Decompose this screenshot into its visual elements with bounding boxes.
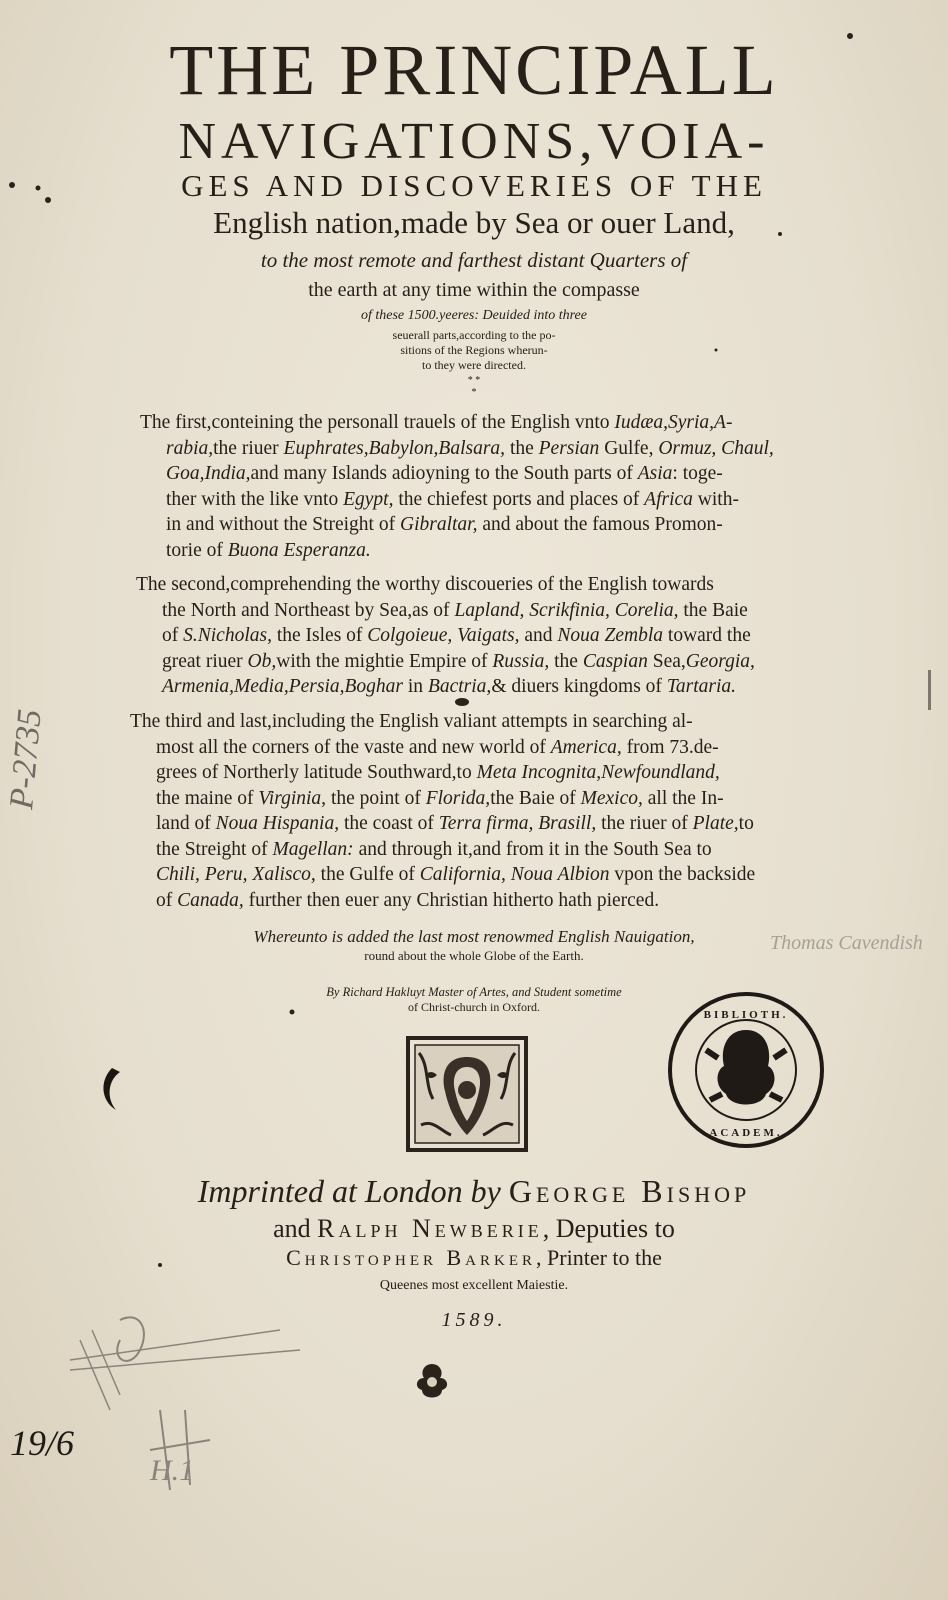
title-line-10: to they were directed. [422, 358, 526, 372]
addendum-line-2: round about the whole Globe of the Earth. [364, 948, 584, 963]
title-line-2: NAVIGATIONS,VOIA- [178, 113, 770, 170]
bottom-handwriting [0, 1300, 320, 1500]
svg-text:BIBLIOTH.: BIBLIOTH. [703, 1009, 789, 1021]
part-one-line: Goa,India,and many Islands adioyning to the South parts of Asia: toge- [166, 463, 723, 484]
title-line-5: to the most remote and farthest distant Quarters of [260, 248, 688, 272]
part-three-line: The third and last,including the English valiant attempts in searching al- [130, 711, 693, 732]
part-three-line: land of Noua Hispania, the coast of Terra firma, Brasill, the riuer of Plate,to [156, 813, 754, 834]
svg-text:ACADEM.: ACADEM. [709, 1127, 783, 1139]
addendum-line-1: Whereunto is added the last most renowmed English Nauigation, [253, 927, 695, 946]
bottom-left-number: 19/6 [10, 1423, 75, 1463]
asterism: * * * [467, 375, 481, 398]
library-stamp [666, 990, 826, 1150]
part-two-paragraph [136, 572, 842, 700]
imprint-line-1: Imprinted at London by George Bishop [197, 1173, 751, 1209]
imprint-line-3: Christopher Barker, Printer to the [286, 1245, 662, 1270]
part-one-line: ther with the like vnto Egypt, the chiefest ports and places of Africa with- [166, 488, 739, 510]
part-one-line: rabia,the riuer Euphrates,Babylon,Balsara, the Persian Gulfe, Ormuz, Chaul, [166, 437, 774, 459]
title-line-3: GES AND DISCOVERIES OF THE [181, 168, 767, 203]
part-one-line: in and without the Streight of Gibraltar, and about the famous Promon- [166, 514, 723, 535]
part-three-paragraph [130, 709, 842, 913]
part-two-line: of S.Nicholas, the Isles of Colgoieue, Vaigats, and Noua Zembla toward the [162, 625, 751, 646]
part-three-line: of Canada, further then euer any Christian hitherto hath pierced. [156, 889, 660, 911]
part-three-line: the Streight of Magellan: and through it,and from it in the South Sea to [156, 838, 712, 860]
title-line-4: English nation,made by Sea or ouer Land, [213, 205, 735, 240]
part-one-line: The first,conteining the personall trauels of the English vnto Iudæa,Syria,A- [140, 412, 733, 433]
imprint-line-2: and Ralph Newberie, Deputies to [273, 1214, 675, 1243]
title-line-8: seuerall parts,according to the po- [392, 328, 556, 342]
part-two-line: Armenia,Media,Persia,Boghar in Bactria,& diuers kingdoms of Tartaria. [162, 676, 737, 697]
margin-shelfmark-text: P-2735 [3, 707, 49, 811]
fleuron-ornament [410, 1360, 454, 1404]
faded-signature [760, 925, 940, 995]
margin-shelfmark [0, 620, 60, 820]
title-small-lines [0, 328, 948, 373]
part-one-line: torie of Buona Esperanza. [166, 539, 371, 561]
imprint-line-4: Queenes most excellent Maiestie. [379, 1278, 569, 1293]
part-three-line: grees of Northerly latitude Southward,to Meta Incognita,Newfoundland, [156, 762, 720, 783]
part-two-line: the North and Northeast by Sea,as of Lapland, Scrikfinia, Corelia, the Baie [162, 599, 748, 621]
part-two-line: great riuer Ob,with the mightie Empire of Russia, the Caspian Sea,Georgia, [162, 650, 755, 672]
title-line-9: sitions of the Regions wherun- [400, 343, 548, 357]
title-line-7: of these 1500.yeeres: Deuided into three [360, 308, 587, 323]
part-three-line: the maine of Virginia, the point of Florida,the Baie of Mexico, all the In- [156, 787, 724, 809]
printers-device-emblem [405, 1035, 529, 1153]
title-line-6: the earth at any time within the compasse [308, 279, 640, 301]
title-line-1: THE PRINCIPALL [169, 30, 779, 110]
author-line-1: By Richard Hakluyt Master of Artes, and Student sometime [326, 985, 622, 999]
part-two-line: The second,comprehending the worthy discoueries of the English towards [136, 574, 714, 595]
faded-signature-text: Thomas Cavendish [770, 932, 923, 954]
part-one-paragraph [140, 410, 840, 563]
part-three-line: most all the corners of the vaste and new world of America, from 73.de- [156, 736, 719, 758]
bottom-h-mark: H.1 [150, 1454, 195, 1487]
imprint-year: 1589. [441, 1309, 507, 1331]
part-three-line: Chili, Peru, Xalisco, the Gulfe of California, Noua Albion vpon the backside [156, 864, 756, 885]
author-line-2: of Christ-church in Oxford. [408, 1000, 540, 1014]
